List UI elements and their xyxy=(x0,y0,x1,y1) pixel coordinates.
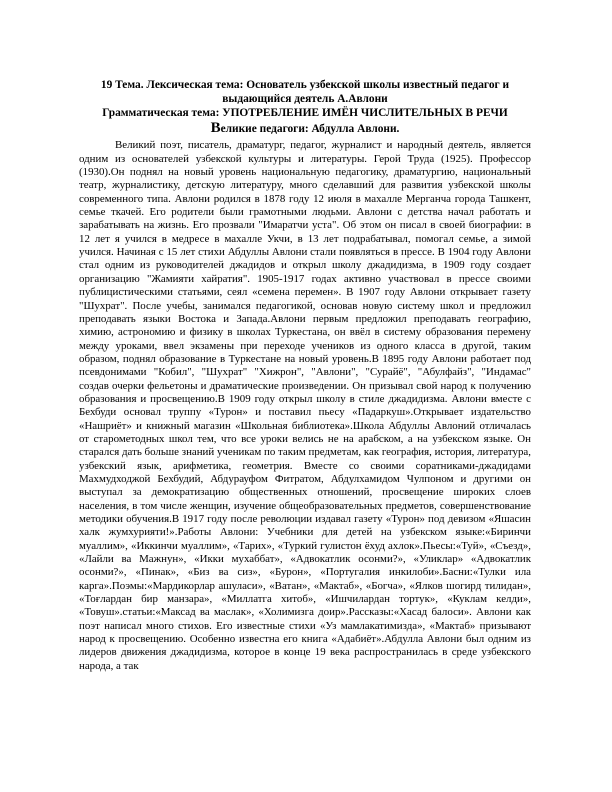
grammar-topic-heading: Грамматическая тема: УПОТРЕБЛЕНИЕ ИМЁН ЧИСЛИТЕЛЬНЫХ В РЕЧИ xyxy=(102,107,508,120)
lesson-topic-heading: 19 Тема. Лексическая тема: Основатель узбекской школы известный педагог и выдающийся деятель А.Авлони xyxy=(100,79,510,105)
section-heading-initial: В xyxy=(210,119,221,136)
section-heading xyxy=(79,119,531,137)
body-paragraph: Великий поэт, писатель, драматург, педагог, журналист и народный деятель, является одним из основателей узбекской культуры и литературы. Герой Труда (1925). Профессор (1930).Он поднял на новый уровень национальную педагогику, драматургию, национальный театр, журналистику, детскую литературу, много сделавший для развития узбекской школы современного типа. Авлони родился в 1878 году 12 июля в махалле Мерганча города Ташкент, семье ткачей. Его родители были грамотными людьми. Авлони с детства начал работать и зарабатывать на жизнь. Его прозвали "Имаратчи уста". Об этом он писал в своей биографии: в 12 лет я учился в медресе в махалле Укчи, в 13 лет подрабатывал, помогал семье, а зимой учился. Начиная с 15 лет стихи Абдуллы Авлони стали появляться в прессе. В 1904 году Авлони стал одним из руководителей джадидов и открыл школу джадидизма, в 1909 году создает организацию "Жамияти хайратия". 1905-1917 годах активно участвовал в прессе своими публицистическими статьями, сеял «семена перемен». В 1907 году Авлони открывает газету "Шухрат". После учебы, занимался педагогикой, основав новую систему школ и предложил преподавать языки Востока и Запада.Авлони первым предложил преподавать географию, химию, астрономию и физику в школах Туркестана, он ввёл в систему образования перемену между уроками, ввел экзамены при переходе учеников из одного класса в другой, таким образом, поднял образование в Туркестане на новый уровень.В 1895 году Авлони работает под псевдонимами "Кобил", "Шухрат" "Хижрон", "Авлони", "Сурайё", "Абулфайз", "Индамас" создав очерки фельетоны и драматические произведении. Он призывал свой народ к получению образования и просвещению.В 1909 году открыл школу в стиле джадидизма. Авлони вместе с Бехбуди основал труппу «Турон» и поставил пьесу «Падаркуш».Открывает издательство «Нашриёт» и книжный магазин «Школьная библиотека».Школа Абдуллы Авлоний отличалась от старометодных школ тем, что все уроки велись не на арабском, а на узбекском языке. Он старался дать больше знаний ученикам по таким предметам, как география, история, литература, узбекский язык, арифметика, геометрия. Вместе со своими соратниками-джадидами Махмудходжой Бехбудий, Абдурауфом Фитратом, Абдулхамидом Чулпоном и другими он выступал за демократизацию общественных отношений, просвещение широких слоев населения, в том числе женщин, изучение общеобразовательных предметов, совершенствование методики обучения.В 1917 году после революции издавал газету «Турон» под девизом «Яшасин халк жумхурияти!».Работы Авлони: Учебники для детей на узбекском языке:«Биринчи муаллим», «Иккинчи муаллим», «Тарих», «Туркий гулистон ёхуд ахлок».Пьесы:«Туй», «Съезд», «Лайли ва Мажнун», «Икки мухаббат», «Адвокатлик осонми?», «Уликлар» «Адвокатлик осонми?», «Пинак», «Биз ва сиз», «Бурон», «Португалия инкилоби».Басни:«Тулки ила карга».Поэмы:«Мардикорлар ашуласи», «Ватан», «Мактаб», «Богча», «Ялков шогирд тилидан», «Тоғлардан бир манзара», «Миллатга хитоб», «Ишчилардан тортук», «Куклам келди», «Товуш».статьи:«Максад ва маслак», «Холимизга доир».Рассказы:«Хасад балоси». Авлони как поэт написал много стихов. Его известные стихи «Уз мамлакатимизда», «Мактаб» призывают народ к просвещению. Особенно известна его книга «Адабиёт».Абдулла Авлони был одним из лидеров движения джадидизма, которое в конце 19 века распространилась в среде узбекского народа, а так xyxy=(79,139,531,672)
section-heading-text: еликие педагоги: Абдулла Авлони. xyxy=(220,122,400,135)
page-content xyxy=(79,79,531,673)
